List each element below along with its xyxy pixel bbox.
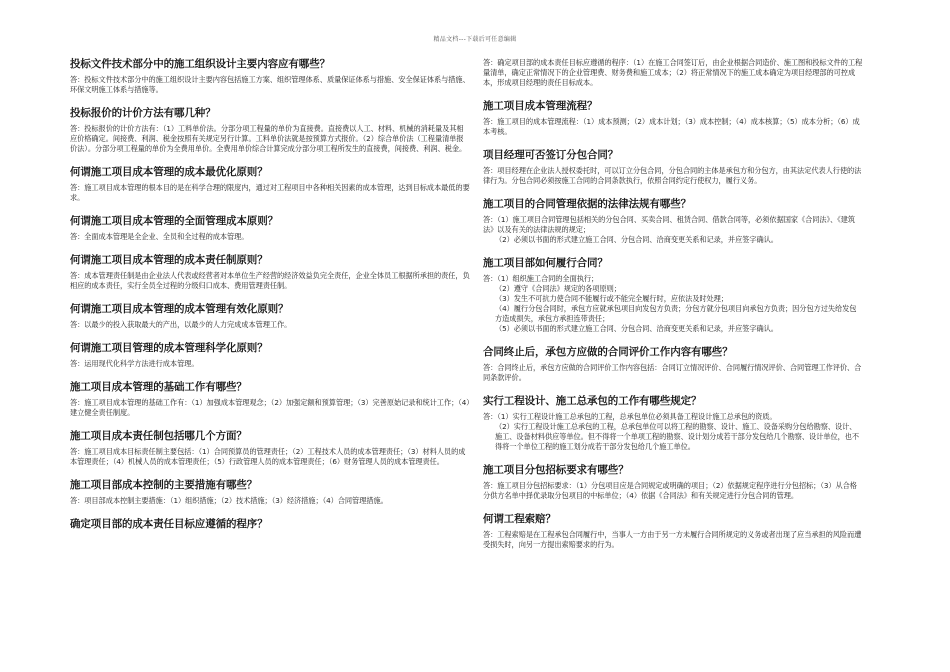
answer-line: 答：以最少的投入获取最大的产出，以最少的人力完成成本管理工作。 xyxy=(70,320,292,329)
answer-line: 答：项目部成本控制主要措施：（1）组织措施；（2）技术措施；（3）经济措施；（4）合同管理措施。 xyxy=(70,496,388,505)
question-heading: 施工项目成本管理的基础工作有哪些？ xyxy=(70,381,247,393)
qa-section xyxy=(483,58,863,88)
left-column xyxy=(70,58,470,535)
answer-line: 答：施工项目的成本管理流程：（1）成本预测；（2）成本计划；（3）成本控制；（4）成本核算；（5）成本分析；（6）成本考核。 xyxy=(483,117,860,136)
answer-text xyxy=(483,530,863,550)
qa-section xyxy=(483,513,863,550)
qa-section xyxy=(70,342,470,369)
page-header: 精品文档---下载后可任意编辑 xyxy=(433,36,517,43)
question-heading: 何谓施工项目成本管理的成本责任制原则？ xyxy=(70,254,268,266)
question-heading: 施工项目部如何履行合同？ xyxy=(483,257,608,269)
answer-text xyxy=(483,58,863,88)
answer-text xyxy=(70,496,470,506)
question-heading: 何谓施工项目成本管理的成本管理有效化原则？ xyxy=(70,303,289,315)
qa-section xyxy=(70,430,470,467)
answer-line: （2）遵守《合同法》规定的各项原则； xyxy=(495,284,621,293)
qa-section xyxy=(70,215,470,242)
question-heading: 施工项目成本管理流程？ xyxy=(483,100,598,112)
answer-line: （2）必须以书面的形式建立施工合同、分包合同、洽商变更关系和记录，并应签字确认。 xyxy=(495,235,778,244)
answer-text xyxy=(483,363,863,383)
question-heading: 合同终止后，承包方应做的合同评价工作内容有哪些？ xyxy=(483,346,733,358)
answer-text xyxy=(483,274,863,334)
question-heading: 何谓施工项目成本管理的全面管理成本原则？ xyxy=(70,215,278,227)
qa-section xyxy=(70,254,470,291)
question-heading: 施工项目部成本控制的主要措施有哪些？ xyxy=(70,479,258,491)
answer-line: 答：投标文件技术部分中的施工组织设计主要内容包括施工方案、组织管理体系、质量保证体系与措施、安全保证体系与措施、环保文明施工体系与措施等。 xyxy=(70,75,470,94)
answer-line: 答：施工项目成本管理的根本目的是在科学合理的限度内，通过对工程项目中各种相关因素的成本管理，达到目标成本最低的要求。 xyxy=(70,183,470,202)
answer-text xyxy=(70,75,470,95)
qa-section xyxy=(483,257,863,334)
qa-section xyxy=(70,479,470,506)
qa-section xyxy=(483,149,863,186)
question-heading: 何谓施工项目管理的成本管理科学化原则？ xyxy=(70,342,268,354)
qa-section xyxy=(483,100,863,137)
answer-text xyxy=(483,215,863,245)
answer-text xyxy=(483,117,863,137)
qa-section xyxy=(70,303,470,330)
answer-text xyxy=(70,124,470,154)
qa-section xyxy=(70,107,470,154)
answer-line: 答：合同终止后，承包方应做的合同评价工作内容包括：合同订立情况评价、合同履行情况评价、合同管理工作评价、合同条款评价。 xyxy=(483,363,862,382)
answer-line: 答：确定项目部的成本责任目标应遵循的程序：（1）在施工合同签订后，由企业根据合同造价、施工图和投标文件的工程量清单，确定正常情况下的企业管理费、财务费和施工成本；（2）将正常情况下的施工成本确定为项目经理部的可控成本，形成项目经理的责任目标成本。 xyxy=(483,58,863,87)
answer-line: 答：（1）施工项目合同管理包括相关的分包合同、买卖合同、租赁合同、借款合同等，必须依据国家《合同法》、《建筑法》以及有关的法律法规的规定； xyxy=(483,215,856,234)
answer-line: 答：项目经理在企业法人授权委托时，可以订立分包合同，分包合同的主体是承包方和分包方，由其法定代表人行使的法律行为。分包合同必须按施工合同的合同条款执行，依照合同约定行使权力，履行义务。 xyxy=(483,166,862,185)
answer-text xyxy=(70,398,470,418)
qa-section xyxy=(483,346,863,383)
qa-section xyxy=(70,518,470,531)
answer-text xyxy=(70,183,470,203)
answer-line: 答：施工项目成本目标责任制主要包括：（1）合同预算员的管理责任；（2）工程技术人员的成本管理责任；（3）材料人员的成本管理责任；（4）机械人员的成本管理责任；（5）行政管理人员的成本管理责任；（6）财务管理人员的成本管理责任。 xyxy=(70,447,466,466)
question-heading: 施工项目分包招标要求有哪些？ xyxy=(483,464,629,476)
question-heading: 投标文件技术部分中的施工组织设计主要内容应有哪些？ xyxy=(70,58,330,70)
answer-line: （2）实行工程设计施工总承包的工程，总承包单位可以将工程的勘察、设计、施工、设备采购分包给勘察、设计、施工、设备材料供应等单位。但不得将一个单项工程的勘察、设计划分成若干部分发包给几个勘察、设计单位，也不得将一个单位工程的施工划分成若干部分发包给几个施工单位。 xyxy=(495,422,860,451)
answer-line: 答：施工项目分包招标要求：（1）分包项目应是合同规定或明确的项目；（2）依据规定程序进行分包招标；（3）从合格分供方名单中择优录取分包项目的中标单位；（4）依据《合同法》和有关规定进行分包合同的管理。 xyxy=(483,481,857,500)
question-heading: 投标报价的计价方法有哪几种？ xyxy=(70,107,216,119)
answer-line: 答：投标报价的计价方法有：（1）工料单价法。分部分项工程量的单价为直接费。直接费以人工、材料、机械的消耗量及其相应价格确定。间接费、利润、税金按照有关规定另行计算。工料单价法就是按预算方式报价。（2）综合单价法（工程量清单报价法）。分部分项工程量的单价为全费用单价。全费用单价综合计算完成分部分项工程所发生的直接费，间接费、利润、税金。 xyxy=(70,124,467,153)
qa-section xyxy=(483,198,863,245)
right-column xyxy=(483,58,863,562)
qa-section xyxy=(70,381,470,418)
question-heading: 实行工程设计、施工总承包的工作有哪些规定？ xyxy=(483,395,702,407)
answer-line: （3）发生不可抗力使合同不能履行或不能完全履行时，应依法及时处理； xyxy=(495,294,728,303)
answer-line: 答：（1）实行工程设计施工总承包的工程，总承包单位必须具备工程设计施工总承包的资质。 xyxy=(483,412,777,421)
answer-line: （4）履行分包合同时，承包方应就承包项目向发包方负责；分包方就分包项目向承包方负责；因分包方过失给发包方造成损失，承包方承担连带责任； xyxy=(495,304,857,323)
qa-section xyxy=(70,58,470,95)
question-heading: 施工项目的合同管理依据的法律法规有哪些？ xyxy=(483,198,691,210)
qa-section xyxy=(483,464,863,501)
question-heading: 施工项目成本责任制包括哪几个方面？ xyxy=(70,430,247,442)
answer-text xyxy=(483,166,863,186)
question-heading: 项目经理可否签订分包合同？ xyxy=(483,149,619,161)
answer-text xyxy=(70,320,470,330)
answer-text xyxy=(70,232,470,242)
answer-line: 答：施工项目成本管理的基础工作有：（1）加强成本管理观念；（2）加强定额和预算管理；（3）完善原始记录和统计工作；（4）建立健全责任制度。 xyxy=(70,398,470,417)
answer-line: 答：工程索赔是在工程承包合同履行中，当事人一方由于另一方未履行合同所规定的义务或者出现了应当承担的风险而遭受损失时，向另一方提出索赔要求的行为。 xyxy=(483,530,862,549)
answer-line: （5）必须以书面的形式建立施工合同、分包合同、洽商变更关系和记录，并应签字确认。 xyxy=(495,324,778,333)
question-heading: 何谓工程索赔？ xyxy=(483,513,556,525)
answer-text xyxy=(70,447,470,467)
answer-text xyxy=(70,359,470,369)
answer-text xyxy=(483,412,863,452)
qa-section xyxy=(70,166,470,203)
answer-text xyxy=(70,271,470,291)
answer-line: 答：（1）组织施工合同的全面执行； xyxy=(483,274,599,283)
question-heading: 确定项目部的成本责任目标应遵循的程序？ xyxy=(70,518,268,530)
answer-text xyxy=(483,481,863,501)
answer-line: 答：成本管理责任制是由企业法人代表或经营者对本单位生产经营的经济效益负完全责任，企业全体员工根据所承担的责任，负相应的成本责任，实行全员全过程的分级归口成本、费用管理责任制。 xyxy=(70,271,470,290)
answer-line: 答：全面成本管理是全企业、全员和全过程的成本管理。 xyxy=(70,232,249,241)
qa-section xyxy=(483,395,863,452)
question-heading: 何谓施工项目成本管理的成本最优化原则？ xyxy=(70,166,268,178)
answer-line: 答：运用现代化科学方法进行成本管理。 xyxy=(70,359,199,368)
